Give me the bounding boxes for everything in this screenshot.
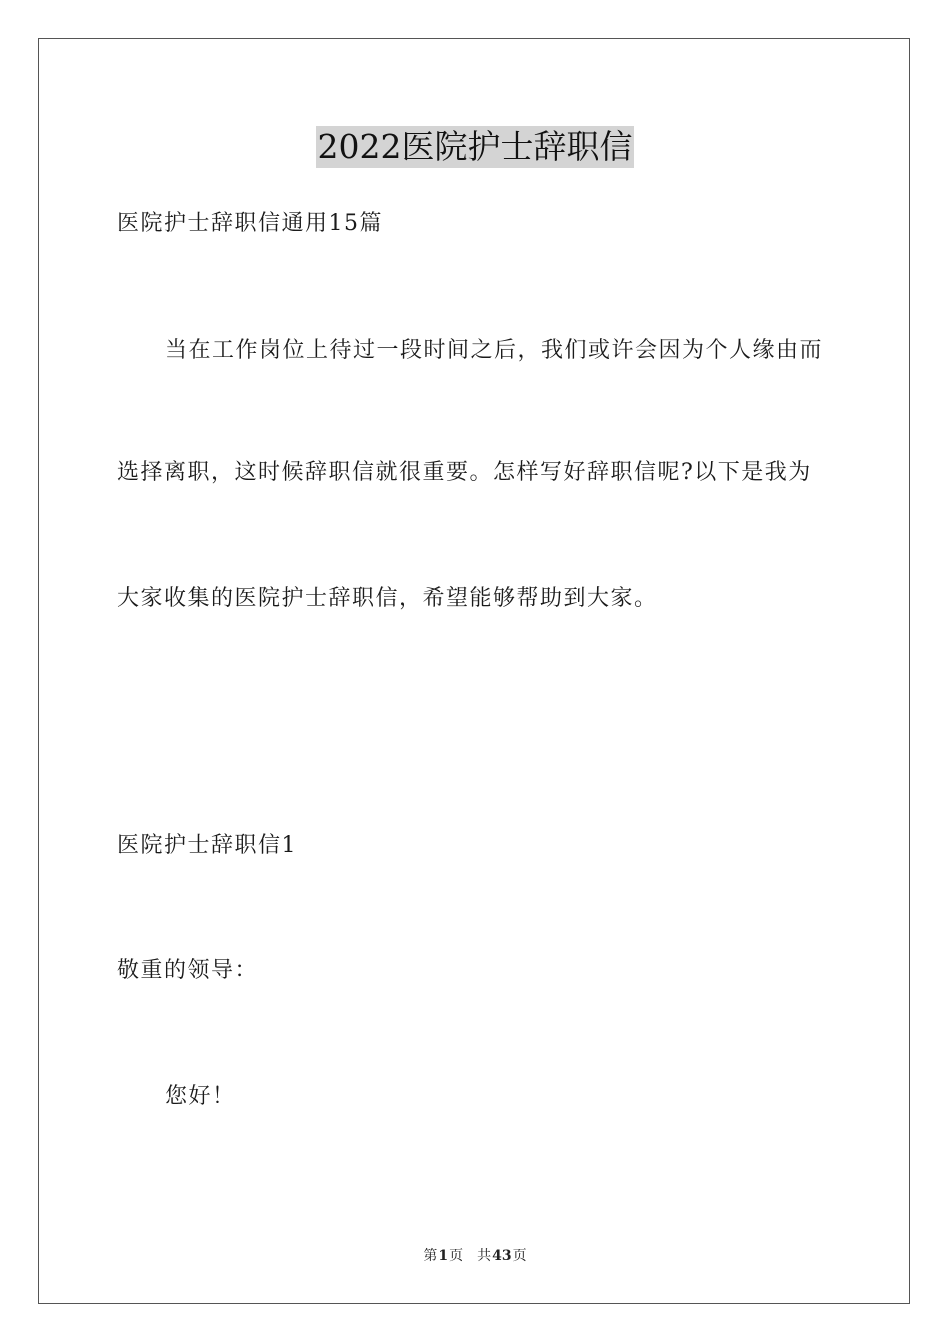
intro-line-1: 当在工作岗位上待过一段时间之后，我们或许会因为个人缘由而 [165, 338, 824, 363]
footer-total-suffix: 页 [512, 1248, 527, 1264]
footer-page-number: 1 [438, 1248, 449, 1264]
intro-line-2: 选择离职，这时候辞职信就很重要。怎样写好辞职信呢?以下是我为 [117, 460, 812, 485]
footer-total-pages: 43 [492, 1248, 512, 1264]
title-container [0, 126, 950, 168]
intro-line-3: 大家收集的医院护士辞职信，希望能够帮助到大家。 [117, 586, 658, 611]
page-footer [0, 1247, 950, 1265]
section-heading: 医院护士辞职信1 [117, 833, 297, 858]
document-title: 2022医院护士辞职信 [317, 127, 633, 166]
footer-page-prefix: 第 [423, 1248, 438, 1264]
footer-total-prefix: 共 [477, 1248, 492, 1264]
salutation: 敬重的领导： [117, 958, 259, 983]
greeting: 您好！ [165, 1084, 236, 1109]
footer-page-suffix: 页 [449, 1248, 464, 1264]
document-subtitle: 医院护士辞职信通用15篇 [117, 211, 383, 236]
